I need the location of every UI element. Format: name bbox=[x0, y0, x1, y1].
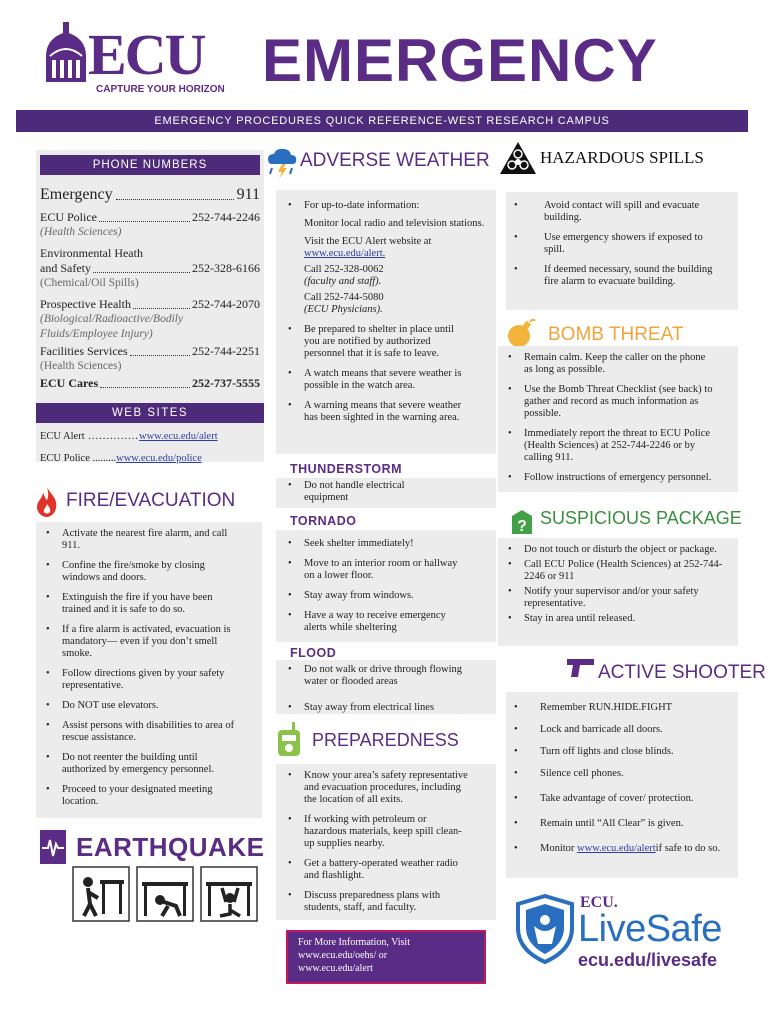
list-item: • Stay away from electrical lines bbox=[280, 702, 470, 714]
ehs-label: Environmental Heath bbox=[40, 246, 143, 260]
flood-list bbox=[280, 664, 470, 722]
thunderstorm-list bbox=[280, 480, 450, 512]
suspicious-list bbox=[500, 544, 732, 633]
weather-visit: Visit the ECU Alert website at bbox=[304, 236, 432, 247]
storm-cloud-icon bbox=[266, 146, 298, 180]
thunderstorm-title: THUNDERSTORM bbox=[290, 462, 403, 476]
website-police: ECU Police .........www.ecu.edu/police bbox=[40, 453, 202, 464]
list-item: • Turn off lights and close blinds. bbox=[506, 746, 726, 758]
page-title: EMERGENCY bbox=[262, 27, 658, 94]
facilities-row: Facilities Services 252-744-2251 bbox=[40, 344, 260, 358]
banner: EMERGENCY PROCEDURES QUICK REFERENCE-WEST RESEARCH CAMPUS bbox=[16, 110, 748, 132]
list-item: • Follow instructions of emergency personnel. bbox=[500, 472, 714, 484]
list-item: • Monitor www.ecu.edu/alertif safe to do so. bbox=[506, 840, 726, 858]
biohazard-icon bbox=[498, 140, 538, 176]
ehs-row: and Safety 252-328-6166 bbox=[40, 261, 260, 275]
list-item: • Remember RUN.HIDE.FIGHT bbox=[506, 702, 726, 714]
weather-monitor: Monitor local radio and television stations. bbox=[304, 218, 485, 229]
list-item: • If a fire alarm is activated, evacuation is mandatory— even if you don’t smell smoke. bbox=[38, 624, 238, 660]
list-item: • Call ECU Police (Health Sciences) at 252-744-2246 or 911 bbox=[500, 559, 732, 583]
hold-on-icon bbox=[200, 866, 258, 922]
bomb-list bbox=[500, 352, 714, 492]
prospective-note-1: (Biological/Radioactive/Bodily bbox=[40, 313, 184, 325]
earthquake-pictograms bbox=[72, 866, 258, 922]
list-item: • Use emergency showers if exposed to spill. bbox=[506, 232, 716, 256]
list-item: • Do not walk or drive through flowing water or flooded areas bbox=[280, 664, 470, 688]
livesafe-ecu: ECU. bbox=[580, 894, 618, 911]
cares-row: ECU Cares 252-737-5555 bbox=[40, 376, 260, 390]
radio-icon bbox=[276, 722, 302, 756]
weather-list bbox=[280, 324, 470, 424]
list-item: • Remain calm. Keep the caller on the phone as long as possible. bbox=[500, 352, 714, 376]
fire-list bbox=[38, 528, 238, 816]
livesafe-shield-icon bbox=[516, 894, 574, 964]
more-info-line-1: For More Information, Visit bbox=[298, 937, 410, 948]
websites-header: WEB SITES bbox=[36, 403, 264, 423]
tornado-title: TORNADO bbox=[290, 514, 357, 528]
livesafe-url[interactable]: ecu.edu/livesafe bbox=[578, 950, 718, 970]
list-item: • Do not handle electrical equipment bbox=[280, 480, 450, 504]
flood-title: FLOOD bbox=[290, 646, 337, 660]
preparedness-title: PREPAREDNESS bbox=[312, 730, 459, 750]
shooter-alert-link[interactable]: www.ecu.edu/alert bbox=[577, 843, 656, 854]
list-item: • Seek shelter immediately! bbox=[280, 538, 460, 550]
list-item: • Know your area’s safety representative and evacuation procedures, including the location of all exits. bbox=[280, 770, 470, 806]
phone-list bbox=[40, 184, 260, 391]
list-item: • Do not reenter the building until authorized by emergency personnel. bbox=[38, 752, 238, 776]
emergency-label: Emergency bbox=[40, 186, 113, 203]
emergency-number: 911 bbox=[236, 186, 260, 203]
list-item: • Immediately report the threat to ECU Police (Health Sciences) at 252-744-2246 or by calling 911. bbox=[500, 428, 714, 464]
list-item: • A warning means that severe weather has been sighted in the warning area. bbox=[280, 400, 470, 424]
package-icon bbox=[510, 508, 534, 536]
list-item: • A watch means that severe weather is possible in the watch area. bbox=[280, 368, 470, 392]
weather-call-1: Call 252-328-0062 bbox=[304, 264, 384, 275]
earthquake-title: EARTHQUAKE bbox=[76, 832, 265, 862]
list-item: • Assist persons with disabilities to area of rescue assistance. bbox=[38, 720, 238, 744]
list-item: • Lock and barricade all doors. bbox=[506, 724, 726, 736]
hazardous-list bbox=[506, 200, 716, 296]
svg-text:?: ? bbox=[517, 518, 527, 535]
logo-text: ECU bbox=[88, 22, 205, 87]
list-item: • Silence cell phones. bbox=[506, 768, 726, 780]
list-item: • Confine the fire/smoke by closing windows and doors. bbox=[38, 560, 238, 584]
tornado-list bbox=[280, 538, 460, 642]
alert-link[interactable]: www.ecu.edu/alert bbox=[139, 431, 218, 442]
prospective-row: Prospective Health 252-744-2070 bbox=[40, 297, 260, 311]
police-link[interactable]: www.ecu.edu/police bbox=[116, 453, 202, 464]
police-note: (Health Sciences) bbox=[40, 226, 122, 238]
emergency-row bbox=[40, 184, 260, 206]
logo-tagline: CAPTURE YOUR HORIZON bbox=[96, 84, 225, 95]
list-item: • Take advantage of cover/ protection. bbox=[506, 790, 726, 808]
bomb-title: BOMB THREAT bbox=[548, 324, 684, 345]
list-item: • Be prepared to shelter in place until you are notified by authorized personnel that it is safe to leave. bbox=[280, 324, 470, 360]
list-item: • Stay in area until released. bbox=[500, 613, 732, 625]
flame-icon bbox=[34, 486, 60, 518]
list-item: • Notify your supervisor and/or your safety representative. bbox=[500, 586, 732, 610]
ehs-note: (Chemical/Oil Spills) bbox=[40, 277, 139, 289]
weather-call-2: Call 252-744-5080 bbox=[304, 292, 384, 303]
heartbeat-icon bbox=[40, 830, 66, 864]
more-info-box bbox=[286, 930, 486, 984]
list-item: • Activate the nearest fire alarm, and call 911. bbox=[38, 528, 238, 552]
list-item: • Discuss preparedness plans with students, staff, and faculty. bbox=[280, 890, 470, 914]
list-item: • Stay away from windows. bbox=[280, 590, 460, 602]
cupola-icon bbox=[36, 20, 96, 84]
list-item: • Move to an interior room or hallway on a lower floor. bbox=[280, 558, 460, 582]
list-item: • If working with petroleum or hazardous materials, keep spill clean-up supplies nearby. bbox=[280, 814, 470, 850]
shooter-title: ACTIVE SHOOTER bbox=[598, 662, 766, 683]
weather-call-2-note: (ECU Physicians). bbox=[304, 304, 383, 315]
list-item: • Follow directions given by your safety representative. bbox=[38, 668, 238, 692]
phone-header: PHONE NUMBERS bbox=[40, 155, 260, 175]
fire-title: FIRE/EVACUATION bbox=[66, 490, 236, 511]
weather-call-1-note: (faculty and staff). bbox=[304, 276, 382, 287]
hazardous-title: HAZARDOUS SPILLS bbox=[540, 148, 704, 167]
list-item: • Do not touch or disturb the object or package. bbox=[500, 544, 732, 556]
weather-content bbox=[280, 200, 492, 432]
preparedness-list bbox=[280, 770, 470, 922]
website-alert: ECU Alert ..............www.ecu.edu/alert bbox=[40, 431, 218, 442]
list-item: • Avoid contact will spill and evacuate building. bbox=[506, 200, 716, 224]
ecu-logo bbox=[36, 20, 226, 100]
list-item: • If deemed necessary, sound the building fire alarm to evacuate building. bbox=[506, 264, 716, 288]
more-info-line-2[interactable]: www.ecu.edu/oehs/ or bbox=[298, 950, 388, 961]
list-item: • Get a battery-operated weather radio and flashlight. bbox=[280, 858, 470, 882]
list-item: • Use the Bomb Threat Checklist (see back) to gather and record as much information as possible. bbox=[500, 384, 714, 420]
seismograph-icon bbox=[40, 830, 66, 864]
suspicious-title: SUSPICIOUS PACKAGE bbox=[540, 508, 742, 528]
list-item: • Remain until “All Clear” is given. bbox=[506, 818, 726, 830]
police-row: ECU Police 252-744-2246 bbox=[40, 210, 260, 224]
prospective-note-2: Fluids/Employee Injury) bbox=[40, 328, 153, 340]
weather-alert-link[interactable]: www.ecu.edu/alert. bbox=[304, 248, 386, 259]
drop-icon bbox=[72, 866, 130, 922]
websites-list bbox=[40, 430, 262, 466]
list-item: • Do NOT use elevators. bbox=[38, 700, 238, 712]
shooter-list bbox=[506, 702, 726, 866]
list-item: • Have a way to receive emergency alerts while sheltering bbox=[280, 610, 460, 634]
livesafe-brand: LiveSafe bbox=[578, 908, 722, 950]
list-item: • Extinguish the fire if you have been trained and it is safe to do so. bbox=[38, 592, 238, 616]
list-item: • Proceed to your designated meeting location. bbox=[38, 784, 238, 808]
bomb-icon bbox=[506, 318, 536, 348]
more-info-line-3[interactable]: www.ecu.edu/alert bbox=[298, 963, 373, 974]
cover-icon bbox=[136, 866, 194, 922]
facilities-note: (Health Sciences) bbox=[40, 360, 122, 372]
weather-intro: • For up-to-date information: bbox=[288, 200, 420, 211]
weather-title: ADVERSE WEATHER bbox=[300, 150, 490, 171]
